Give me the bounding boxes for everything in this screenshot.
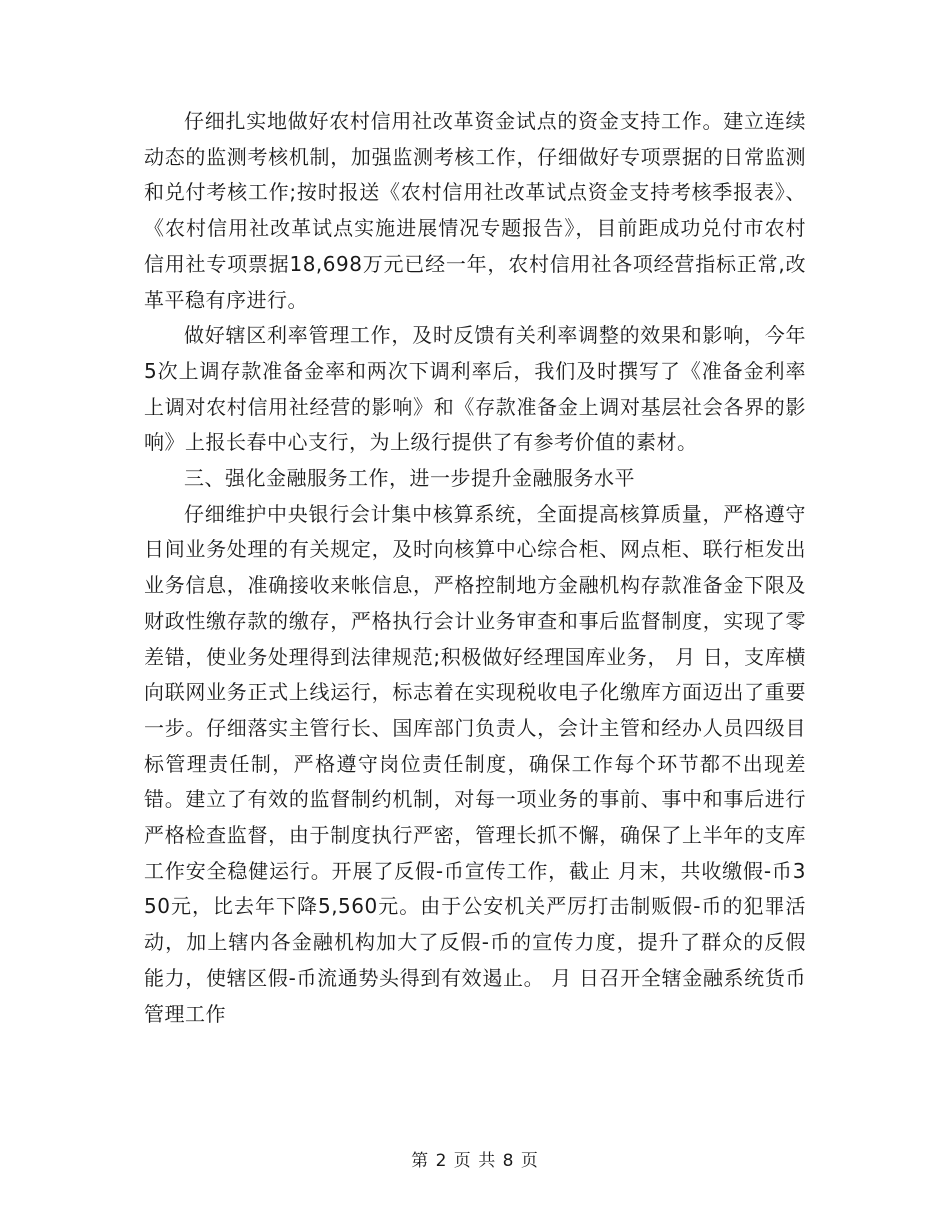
document-body xyxy=(144,104,806,1032)
paragraph-rural-credit-support: 仔细扎实地做好农村信用社改革资金试点的资金支持工作。建立连续动态的监测考核机制，加强监测考核工作，仔细做好专项票据的日常监测和兑付考核工作;按时报送《农村信用社改革试点资金支持考核季报表》、《农村信用社改革试点实施进展情况专题报告》，目前距成功兑付市农村信用社专项票据18,698万元已经一年，农村信用社各项经营指标正常,改革平稳有序进行。 xyxy=(144,109,806,312)
page-footer xyxy=(0,1146,950,1171)
paragraph-accounting-treasury: 仔细维护中央银行会计集中核算系统，全面提高核算质量，严格遵守日间业务处理的有关规定，及时向核算中心综合柜、网点柜、联行柜发出业务信息，准确接收来帐信息，严格控制地方金融机构存款准备金下限及财政性缴存款的缴存，严格执行会计业务审查和事后监督制度，实现了零差错，使业务处理得到法律规范;积极做好经理国库业务， 月 日，支库横向联网业务正式上线运行，标志着在实现税收电子化缴库方面迈出了重要一步。仔细落实主管行长、国库部门负责人，会计主管和经办人员四级目标管理责任制，严格遵守岗位责任制度，确保工作每个环节都不出现差错。建立了有效的监督制约机制，对每一项业务的事前、事中和事后进行严格检查监督，由于制度执行严密，管理长抓不懈，确保了上半年的支库工作安全稳健运行。开展了反假-币宣传工作，截止 月末，共收缴假-币350元，比去年下降5,560元。由于公安机关严厉打击制贩假-币的犯罪活动，加上辖内各金融机构加大了反假-币的宣传力度，提升了群众的反假能力，使辖区假-币流通势头得到有效遏止。 月 日召开全辖金融系统货币管理工作 xyxy=(144,501,806,1026)
page-number-label: 第 2 页 共 8 页 xyxy=(411,1151,539,1171)
section-heading-financial-services: 三、强化金融服务工作，进一步提升金融服务水平 xyxy=(184,466,635,491)
paragraph-interest-rate-management: 做好辖区利率管理工作，及时反馈有关利率调整的效果和影响，今年5次上调存款准备金率和两次下调利率后，我们及时撰写了《准备金利率上调对农村信用社经营的影响》和《存款准备金上调对基层社会各界的影响》上报长春中心支行，为上级行提供了有参考价值的素材。 xyxy=(144,323,806,455)
